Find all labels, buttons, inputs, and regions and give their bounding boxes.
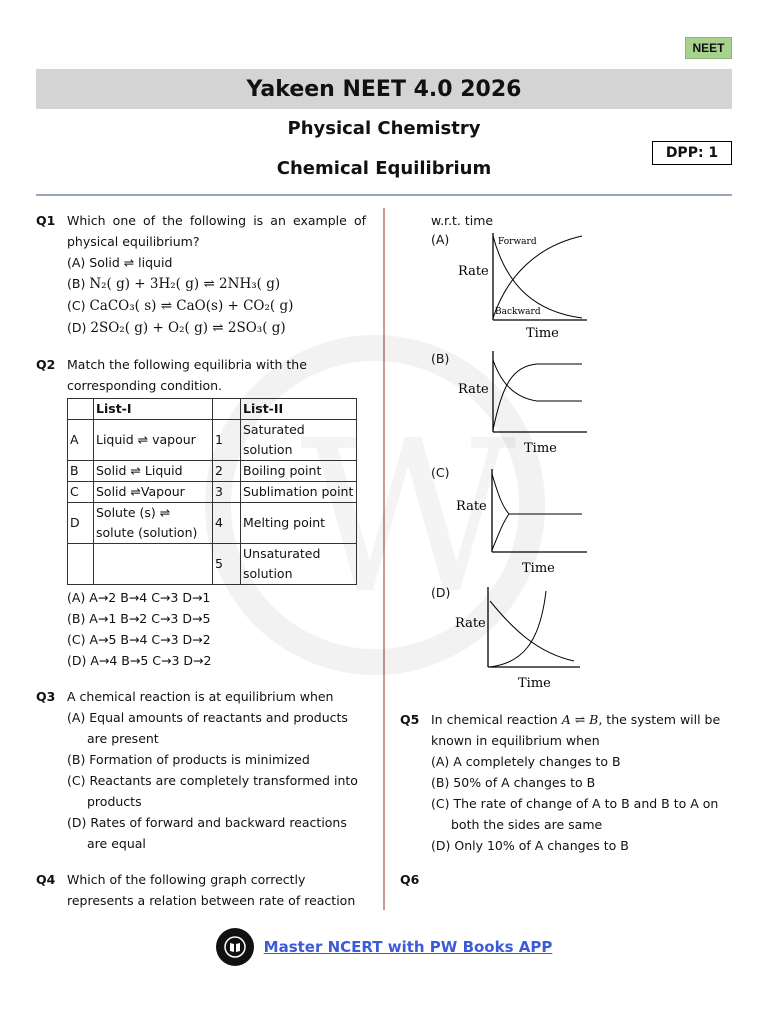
left-column <box>36 210 366 911</box>
option-c[interactable]: (C) The rate of change of A to B and B to A on both the sides are same <box>431 796 719 832</box>
column-divider <box>383 208 385 910</box>
footer <box>0 928 768 966</box>
axis-label-time: Time <box>518 676 551 691</box>
question-number: Q3 <box>36 689 56 704</box>
option-c[interactable]: (C) CaCO₃( s) ⇌ CaO(s) + CO₂( g) <box>67 298 294 314</box>
page-title: Yakeen NEET 4.0 2026 <box>36 69 732 109</box>
axis-label-rate: Rate <box>455 616 486 631</box>
question-number: Q4 <box>36 872 56 887</box>
question-4 <box>36 869 366 911</box>
table-header: List-I <box>94 399 213 420</box>
dpp-box: DPP: 1 <box>652 141 732 165</box>
option-a[interactable]: (A) A completely changes to B <box>431 754 621 769</box>
option-c[interactable]: (C) A→5 B→4 C→3 D→2 <box>67 632 211 647</box>
option-b[interactable]: (B) N₂( g) + 3H₂( g) ⇌ 2NH₃( g) <box>67 276 281 292</box>
graph-a-label: (A) <box>431 232 450 247</box>
graph-a[interactable] <box>452 228 592 344</box>
option-a[interactable]: (A) A→2 B→4 C→3 D→1 <box>67 590 211 605</box>
question-number: Q5 <box>400 712 420 727</box>
graph-b[interactable] <box>452 346 592 458</box>
pw-books-app-link[interactable]: Master NCERT with PW Books APP <box>263 938 553 956</box>
table-row: 5 Unsaturated solution <box>68 544 357 585</box>
graph-d[interactable] <box>452 583 592 695</box>
option-d[interactable]: (D) 2SO₂( g) + O₂( g) ⇌ 2SO₃( g) <box>67 320 286 336</box>
option-d[interactable]: (D) Only 10% of A changes to B <box>431 838 629 853</box>
axis-label-time: Time <box>524 441 557 456</box>
option-b[interactable]: (B) A→1 B→2 C→3 D→5 <box>67 611 211 626</box>
question-text: Which one of the following is an example of physical equilibrium? <box>67 213 366 249</box>
graph-c-label: (C) <box>431 465 450 480</box>
option-b[interactable]: (B) Formation of products is minimized <box>67 752 310 767</box>
axis-label-time: Time <box>522 561 555 576</box>
match-table <box>67 398 357 585</box>
option-b[interactable]: (B) 50% of A changes to B <box>431 775 596 790</box>
option-d[interactable]: (D) Rates of forward and backward reactions are equal <box>67 815 347 851</box>
header-divider <box>36 194 732 196</box>
table-header: List-II <box>241 399 357 420</box>
curve-label-backward: Backward <box>495 307 541 317</box>
question-2 <box>36 354 366 671</box>
graph-d-label: (D) <box>431 585 451 600</box>
option-d[interactable]: (D) A→4 B→5 C→3 D→2 <box>67 653 212 668</box>
axis-label-rate: Rate <box>458 264 489 279</box>
question-number: Q1 <box>36 213 56 228</box>
chapter-title: Chemical Equilibrium <box>276 158 492 179</box>
question-1 <box>36 210 366 339</box>
table-row: A Liquid ⇌ vapour 1 Saturated solution <box>68 420 357 461</box>
curve-label-forward: Forward <box>498 237 537 247</box>
axis-label-time: Time <box>526 326 559 341</box>
option-c[interactable]: (C) Reactants are completely transformed into products <box>67 773 358 809</box>
question-text: Match the following equilibria with the corresponding condition. <box>67 357 307 393</box>
option-a[interactable]: (A) Solid ⇌ liquid <box>67 255 173 270</box>
axis-label-rate: Rate <box>456 499 487 514</box>
axis-label-rate: Rate <box>458 382 489 397</box>
question-text: In chemical reaction A ⇌ B, the system will be known in equilibrium when <box>431 712 721 748</box>
graph-c[interactable] <box>452 464 592 580</box>
neet-badge: NEET <box>685 37 732 59</box>
option-a[interactable]: (A) Equal amounts of reactants and products are present <box>67 710 348 746</box>
question-number: Q2 <box>36 357 56 372</box>
subject-title: Physical Chemistry <box>287 118 481 139</box>
question-6-number: Q6 <box>400 872 420 887</box>
question-text: A chemical reaction is at equilibrium when <box>67 689 334 704</box>
table-row: D Solute (s) ⇌ solute (solution) 4 Melting point <box>68 503 357 544</box>
table-row: B Solid ⇌ Liquid 2 Boiling point <box>68 461 357 482</box>
question-3 <box>36 686 366 854</box>
question-text: Which of the following graph correctly represents a relation between rate of reaction <box>67 872 356 908</box>
question-4-continued: w.r.t. time <box>431 213 494 228</box>
question-5 <box>400 709 735 856</box>
book-app-icon <box>216 928 254 966</box>
table-row: C Solid ⇌Vapour 3 Sublimation point <box>68 482 357 503</box>
graph-b-label: (B) <box>431 351 450 366</box>
